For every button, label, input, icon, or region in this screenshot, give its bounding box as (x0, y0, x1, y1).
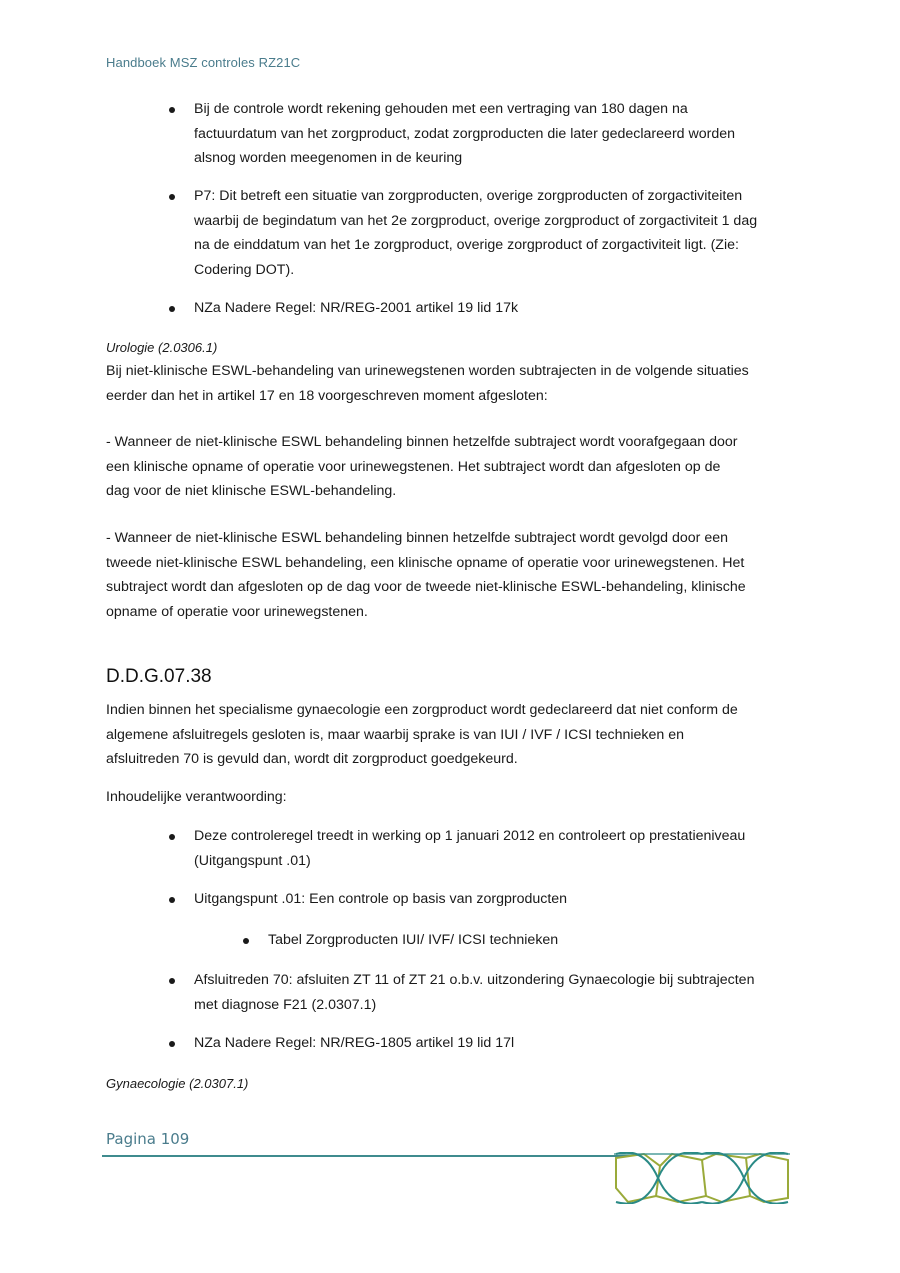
text-line: Tabel Zorgproducten IUI/ IVF/ ICSI technieken (268, 932, 559, 948)
text-line: P7: Dit betreft een situatie van zorgproducten, overige zorgproducten of zorgactiviteiten (194, 188, 743, 204)
document-header: Handboek MSZ controles RZ21C (106, 55, 301, 70)
footer-divider (102, 1155, 630, 1157)
text-line: met diagnose F21 (2.0307.1) (194, 996, 377, 1013)
logo-olive-shape (702, 1154, 750, 1202)
text-line: algemene afsluitregels gesloten is, maar waarbij sprake is van IUI / IVF / ICSI technieken en (106, 726, 685, 743)
footer-logo-icon (614, 1152, 790, 1204)
logo-olive-shape (616, 1154, 660, 1202)
text-line: Deze controleregel treedt in werking op 1 januari 2012 en controleert op prestatieniveau (194, 828, 746, 844)
text-line: dag voor de niet klinische ESWL-behandeling. (106, 483, 397, 499)
text-line: Indien binnen het specialisme gynaecologie een zorgproduct wordt gedeclareerd dat niet conform de (106, 702, 738, 718)
text-line: tweede niet-klinische ESWL behandeling, een klinische opname of operatie voor urinewegstenen. Het (106, 554, 745, 571)
text-line: na de einddatum van het 1e zorgproduct, overige zorgproduct of zorgactiviteit ligt. (Zie: (194, 237, 739, 253)
text-line: waarbij de begindatum van het 2e zorgproduct, overige zorgproduct of zorgactiviteit 1 dag (194, 212, 758, 229)
text-line: subtraject wordt dan afgesloten op de dag voor de tweede niet-klinische ESWL-behandeling, klinische (106, 579, 746, 595)
text-line: Bij niet-klinische ESWL-behandeling van urinewegstenen worden subtrajecten in de volgende situaties (106, 363, 749, 379)
logo-olive-shape (656, 1154, 706, 1202)
text-line: NZa Nadere Regel: NR/REG-2001 artikel 19 lid 17k (194, 300, 519, 316)
text-line: Bij de controle wordt rekening gehouden met een vertraging van 180 dagen na (194, 101, 688, 117)
text-line: NZa Nadere Regel: NR/REG-1805 artikel 19 lid 17l (194, 1035, 515, 1051)
text-line: opname of operatie voor urinewegstenen. (106, 603, 368, 620)
urologie-paragraph (106, 430, 806, 504)
subsection-heading: Gynaecologie (2.0307.1) (106, 1076, 249, 1091)
text-line: Afsluitreden 70: afsluiten ZT 11 of ZT 21 o.b.v. uitzondering Gynaecologie bij subtrajecten (194, 972, 755, 988)
section-title: D.D.G.07.38 (106, 666, 212, 687)
urologie-paragraph (106, 526, 806, 624)
page-number: Pagina 109 (106, 1130, 190, 1148)
urologie-intro (106, 359, 806, 408)
text-line: alsnog worden meegenomen in de keuring (194, 150, 463, 166)
text-line: - Wanneer de niet-klinische ESWL behandeling binnen hetzelfde subtraject wordt voorafgegaan door (106, 434, 738, 450)
text-line: (Uitgangspunt .01) (194, 852, 311, 869)
text-line: Codering DOT). (194, 261, 295, 278)
text-line: Uitgangspunt .01: Een controle op basis van zorgproducten (194, 891, 568, 907)
text-line: afsluitreden 70 is gevuld dan, wordt dit zorgproduct goedgekeurd. (106, 751, 518, 767)
logo-olive-shape (746, 1154, 788, 1202)
text-line: - Wanneer de niet-klinische ESWL behandeling binnen hetzelfde subtraject wordt gevolgd door een (106, 530, 729, 546)
logo-teal-arc (702, 1152, 788, 1203)
section-description (106, 698, 806, 772)
text-line: een klinische opname of operatie voor urinewegstenen. Het subtraject wordt dan afgesloten op de (106, 458, 721, 475)
subsection-heading: Urologie (2.0306.1) (106, 340, 218, 355)
text-line: factuurdatum van het zorgproduct, zodat zorgproducten die later gedeclareerd worden (194, 125, 736, 142)
verantwoording-label: Inhoudelijke verantwoording: (106, 789, 287, 805)
text-line: eerder dan het in artikel 17 en 18 voorgeschreven moment afgesloten: (106, 387, 548, 404)
